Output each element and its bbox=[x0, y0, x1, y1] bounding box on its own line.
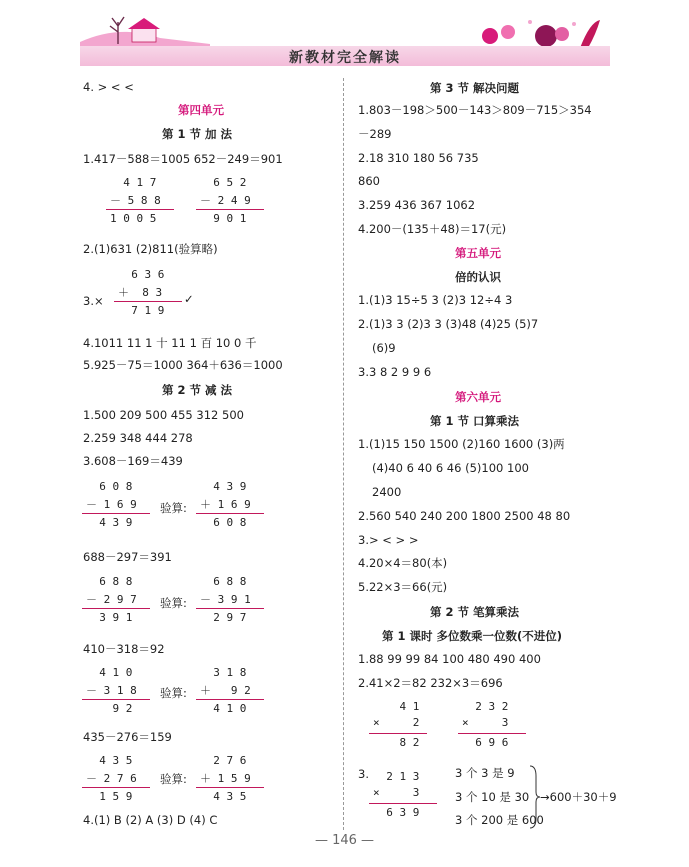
right-section-heading: 第 3 节 解决问题 bbox=[430, 81, 520, 95]
left-answer-line: 4.(1) B (2) A (3) D (4) C bbox=[83, 813, 218, 827]
calc-row: 6 8 8 bbox=[86, 575, 133, 588]
calc-row: 4 3 9 bbox=[86, 516, 133, 529]
left-answer-line: 验算: bbox=[160, 772, 187, 786]
left-answer-line: 验算: bbox=[160, 501, 187, 515]
left-answer-line: 3.608－169＝439 bbox=[83, 454, 183, 468]
calc-row: － 2 9 7 bbox=[86, 593, 137, 606]
right-section-heading: 第 1 课时 多位数乘一位数(不进位) bbox=[382, 629, 563, 643]
calc-row: － 5 8 8 bbox=[110, 194, 161, 207]
calc-row: 3 1 8 bbox=[200, 666, 247, 679]
calc-row: 6 0 8 bbox=[86, 480, 133, 493]
left-answer-line: 2.(1)631 (2)811(验算略) bbox=[83, 242, 218, 256]
calc-row: 9 2 bbox=[86, 702, 133, 715]
right-answer-line: 4.200－(135＋48)＝17(元) bbox=[358, 222, 507, 236]
left-answer-line: 5.925－75＝1000 364＋636＝1000 bbox=[83, 358, 283, 372]
calc-row: 4 1 bbox=[373, 700, 420, 713]
calc-row: × 3 bbox=[462, 716, 509, 729]
calc-row: － 2 7 6 bbox=[86, 772, 137, 785]
calc-rule-line bbox=[196, 787, 264, 788]
right-section-heading: 倍的认识 bbox=[455, 270, 501, 284]
right-answer-line: 3.259 436 367 1062 bbox=[358, 198, 476, 212]
right-answer-line: 2.(1)3 3 (2)3 3 (3)48 (4)25 (5)7 bbox=[358, 317, 539, 331]
calc-rule-line bbox=[82, 608, 150, 609]
right-section-heading: 第 2 节 笔算乘法 bbox=[430, 605, 520, 619]
right-answer-line: →600＋30＋9 bbox=[540, 790, 617, 804]
calc-row: 6 5 2 bbox=[200, 176, 247, 189]
right-answer-line: 3 个 200 是 600 bbox=[455, 813, 544, 827]
calc-row: 4 1 0 bbox=[200, 702, 247, 715]
calc-row: 2 7 6 bbox=[200, 754, 247, 767]
calc-row: 7 1 9 bbox=[118, 304, 165, 317]
calc-row: 8 2 bbox=[373, 736, 420, 749]
calc-row: 6 8 8 bbox=[200, 575, 247, 588]
left-answer-line: 2.259 348 444 278 bbox=[83, 431, 193, 445]
calc-row: 2 9 7 bbox=[200, 611, 247, 624]
calc-row: × 3 bbox=[373, 786, 420, 799]
calc-row: 2 1 3 bbox=[373, 770, 420, 783]
calc-rule-line bbox=[82, 787, 150, 788]
left-answer-line: 1.417－588＝1005 652－249＝901 bbox=[83, 152, 283, 166]
calc-row: 1 0 0 5 bbox=[110, 212, 157, 225]
left-section-heading: 第 1 节 加 法 bbox=[162, 127, 233, 141]
calc-row: ＋ 1 6 9 bbox=[200, 498, 251, 511]
left-section-heading: 第 2 节 减 法 bbox=[162, 383, 233, 397]
right-answer-line: 1.(1)3 15÷5 3 (2)3 12÷4 3 bbox=[358, 293, 513, 307]
left-answer-line: 验算: bbox=[160, 596, 187, 610]
calc-row: － 3 1 8 bbox=[86, 684, 137, 697]
left-section-heading: 第四单元 bbox=[178, 103, 224, 117]
right-answer-line: 2.41×2＝82 232×3＝696 bbox=[358, 676, 503, 690]
calc-rule-line bbox=[458, 733, 526, 734]
page-number: — 146 — bbox=[314, 833, 375, 848]
house-decoration-icon bbox=[80, 14, 210, 46]
right-answer-line: 3 个 3 是 9 bbox=[455, 766, 515, 780]
calc-rule-line bbox=[82, 513, 150, 514]
calc-rule-line bbox=[114, 301, 182, 302]
right-answer-line: 1.88 99 99 84 100 480 490 400 bbox=[358, 652, 541, 666]
left-answer-line: 4. > < < bbox=[83, 80, 134, 94]
right-answer-line: 3. bbox=[358, 767, 369, 781]
calc-row: － 1 6 9 bbox=[86, 498, 137, 511]
calc-rule-line bbox=[196, 699, 264, 700]
calc-rule-line bbox=[196, 209, 264, 210]
calc-row: ＋ 8 3 bbox=[118, 286, 163, 299]
right-section-heading: 第五单元 bbox=[455, 246, 501, 260]
left-answer-line: 1.500 209 500 455 312 500 bbox=[83, 408, 244, 422]
calc-row: 6 9 6 bbox=[462, 736, 509, 749]
right-answer-line: 3.3 8 2 9 9 6 bbox=[358, 365, 432, 379]
right-answer-line: 1.803－198＞500－143＞809－715＞354 bbox=[358, 103, 592, 117]
right-answer-line: 3.> < > > bbox=[358, 533, 419, 547]
calc-row: 6 0 8 bbox=[200, 516, 247, 529]
right-answer-line: 5.22×3＝66(元) bbox=[358, 580, 448, 594]
left-answer-line: ✓ bbox=[184, 292, 194, 306]
page-header bbox=[80, 10, 610, 72]
calc-row: 9 0 1 bbox=[200, 212, 247, 225]
right-answer-line: 1.(1)15 150 1500 (2)160 1600 (3)两 bbox=[358, 437, 565, 451]
flower-decoration-icon bbox=[450, 14, 610, 50]
right-answer-line: －289 bbox=[358, 127, 392, 141]
calc-rule-line bbox=[106, 209, 174, 210]
left-answer-line: 688－297＝391 bbox=[83, 550, 172, 564]
column-divider bbox=[343, 78, 344, 830]
right-answer-line: 2.18 310 180 56 735 bbox=[358, 151, 479, 165]
right-answer-line: 2400 bbox=[372, 485, 402, 499]
book-title: 新教材完全解读 bbox=[289, 50, 401, 66]
left-answer-line: 435－276＝159 bbox=[83, 730, 172, 744]
calc-rule-line bbox=[196, 513, 264, 514]
calc-rule-line bbox=[196, 608, 264, 609]
calc-row: － 2 4 9 bbox=[200, 194, 251, 207]
right-section-heading: 第 1 节 口算乘法 bbox=[430, 414, 520, 428]
calc-rule-line bbox=[369, 803, 437, 804]
right-answer-line: 860 bbox=[358, 174, 380, 188]
left-answer-line: 4.1011 11 1 十 11 1 百 10 0 千 bbox=[83, 336, 257, 350]
right-answer-line: 3 个 10 是 30 bbox=[455, 790, 530, 804]
calc-row: 4 3 9 bbox=[200, 480, 247, 493]
calc-row: 2 3 2 bbox=[462, 700, 509, 713]
calc-row: 4 1 0 bbox=[86, 666, 133, 679]
right-answer-line: (4)40 6 40 6 46 (5)100 100 bbox=[372, 461, 529, 475]
right-section-heading: 第六单元 bbox=[455, 390, 501, 404]
right-answer-line: 2.560 540 240 200 1800 2500 48 80 bbox=[358, 509, 571, 523]
calc-row: 3 9 1 bbox=[86, 611, 133, 624]
calc-row: 4 1 7 bbox=[110, 176, 157, 189]
right-answer-line: (6)9 bbox=[372, 341, 396, 355]
calc-row: 6 3 6 bbox=[118, 268, 165, 281]
calc-rule-line bbox=[82, 699, 150, 700]
left-answer-line: 验算: bbox=[160, 686, 187, 700]
calc-row: × 2 bbox=[373, 716, 420, 729]
calc-rule-line bbox=[369, 733, 427, 734]
calc-row: 1 5 9 bbox=[86, 790, 133, 803]
calc-row: ＋ 9 2 bbox=[200, 684, 251, 697]
right-answer-line: 4.20×4＝80(本) bbox=[358, 556, 448, 570]
calc-row: 4 3 5 bbox=[86, 754, 133, 767]
left-answer-line: 3.× bbox=[83, 294, 104, 308]
calc-row: 6 3 9 bbox=[373, 806, 420, 819]
calc-row: － 3 9 1 bbox=[200, 593, 251, 606]
left-answer-line: 410－318＝92 bbox=[83, 642, 165, 656]
calc-row: ＋ 1 5 9 bbox=[200, 772, 251, 785]
calc-row: 4 3 5 bbox=[200, 790, 247, 803]
brace-icon bbox=[528, 764, 540, 830]
